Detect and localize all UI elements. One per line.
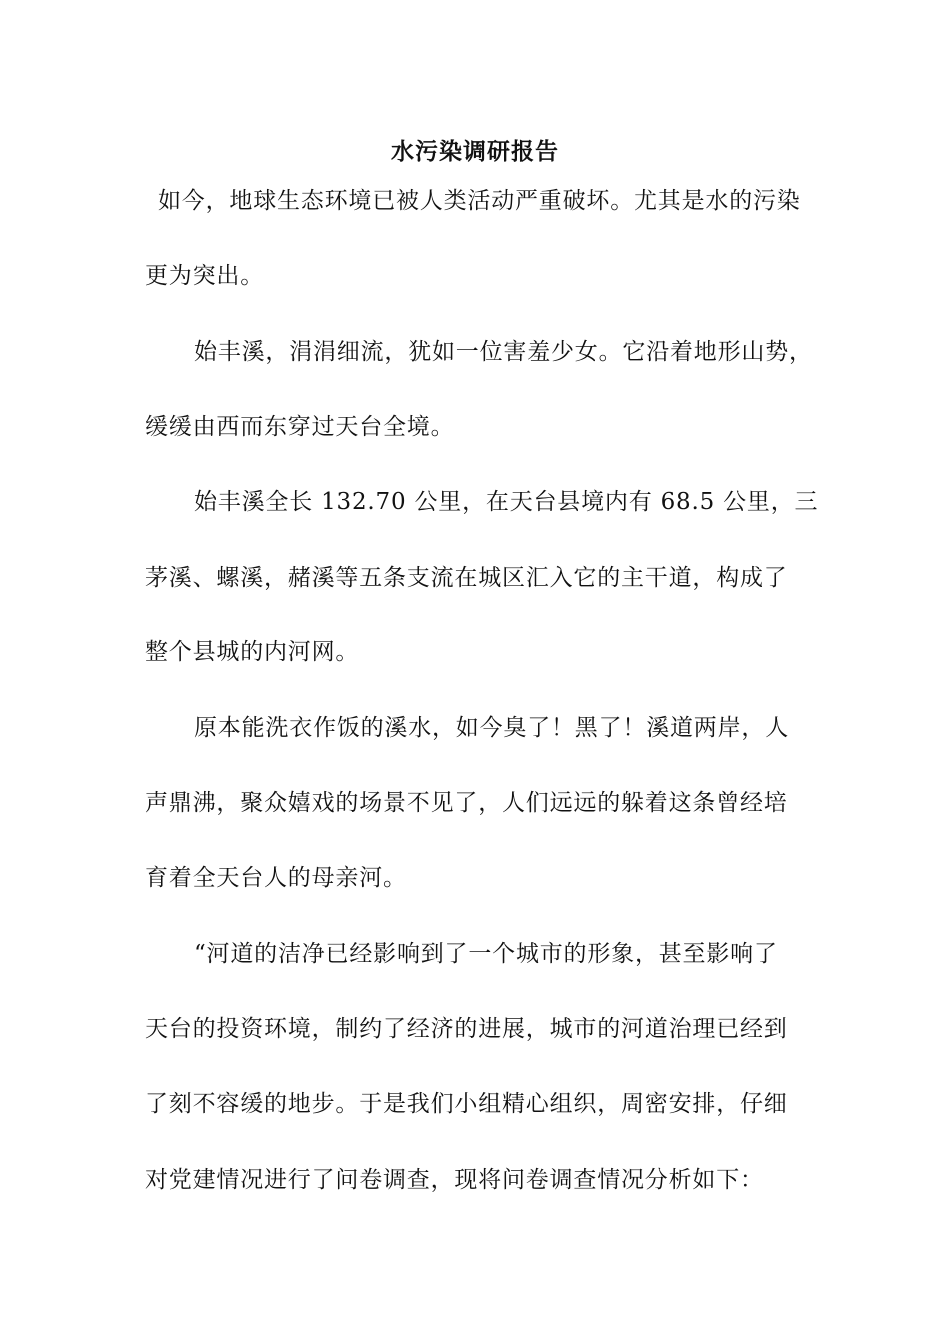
document-title: 水污染调研报告 [391, 138, 559, 165]
paragraph-5-line-2: 天台的投资环境，制约了经济的进展，城市的河道治理已经到 [145, 1016, 788, 1042]
paragraph-3-line-3: 整个县城的内河网。 [145, 639, 360, 665]
paragraph-5-line-4: 对党建情况进行了问卷调查，现将问卷调查情况分析如下： [145, 1167, 764, 1193]
paragraph-4-line-1: 原本能洗衣作饭的溪水，如今臭了！黑了！溪道两岸，人 [194, 715, 789, 741]
paragraph-2-line-2: 缓缓由西而东穿过天台全境。 [145, 414, 455, 440]
paragraph-4-line-3: 育着全天台人的母亲河。 [145, 865, 407, 891]
paragraph-5-line-1: “河道的洁净已经影响到了一个城市的形象，甚至影响了 [194, 941, 778, 967]
paragraph-1-line-2: 更为突出。 [145, 263, 264, 289]
paragraph-2-line-1: 始丰溪，涓涓细流，犹如一位害羞少女。它沿着地形山势， [194, 339, 813, 365]
paragraph-3-line-2: 茅溪、螺溪，赭溪等五条支流在城区汇入它的主干道，构成了 [145, 565, 788, 591]
paragraph-3-line-1: 始丰溪全长 132.70 公里，在天台县境内有 68.5 公里，三 [194, 489, 819, 515]
paragraph-1-line-1: 如今，地球生态环境已被人类活动严重破坏。尤其是水的污染 [158, 188, 801, 214]
paragraph-4-line-2: 声鼎沸，聚众嬉戏的场景不见了，人们远远的躲着这条曾经培 [145, 790, 788, 816]
paragraph-5-line-3: 了刻不容缓的地步。于是我们小组精心组织，周密安排，仔细 [145, 1091, 788, 1117]
